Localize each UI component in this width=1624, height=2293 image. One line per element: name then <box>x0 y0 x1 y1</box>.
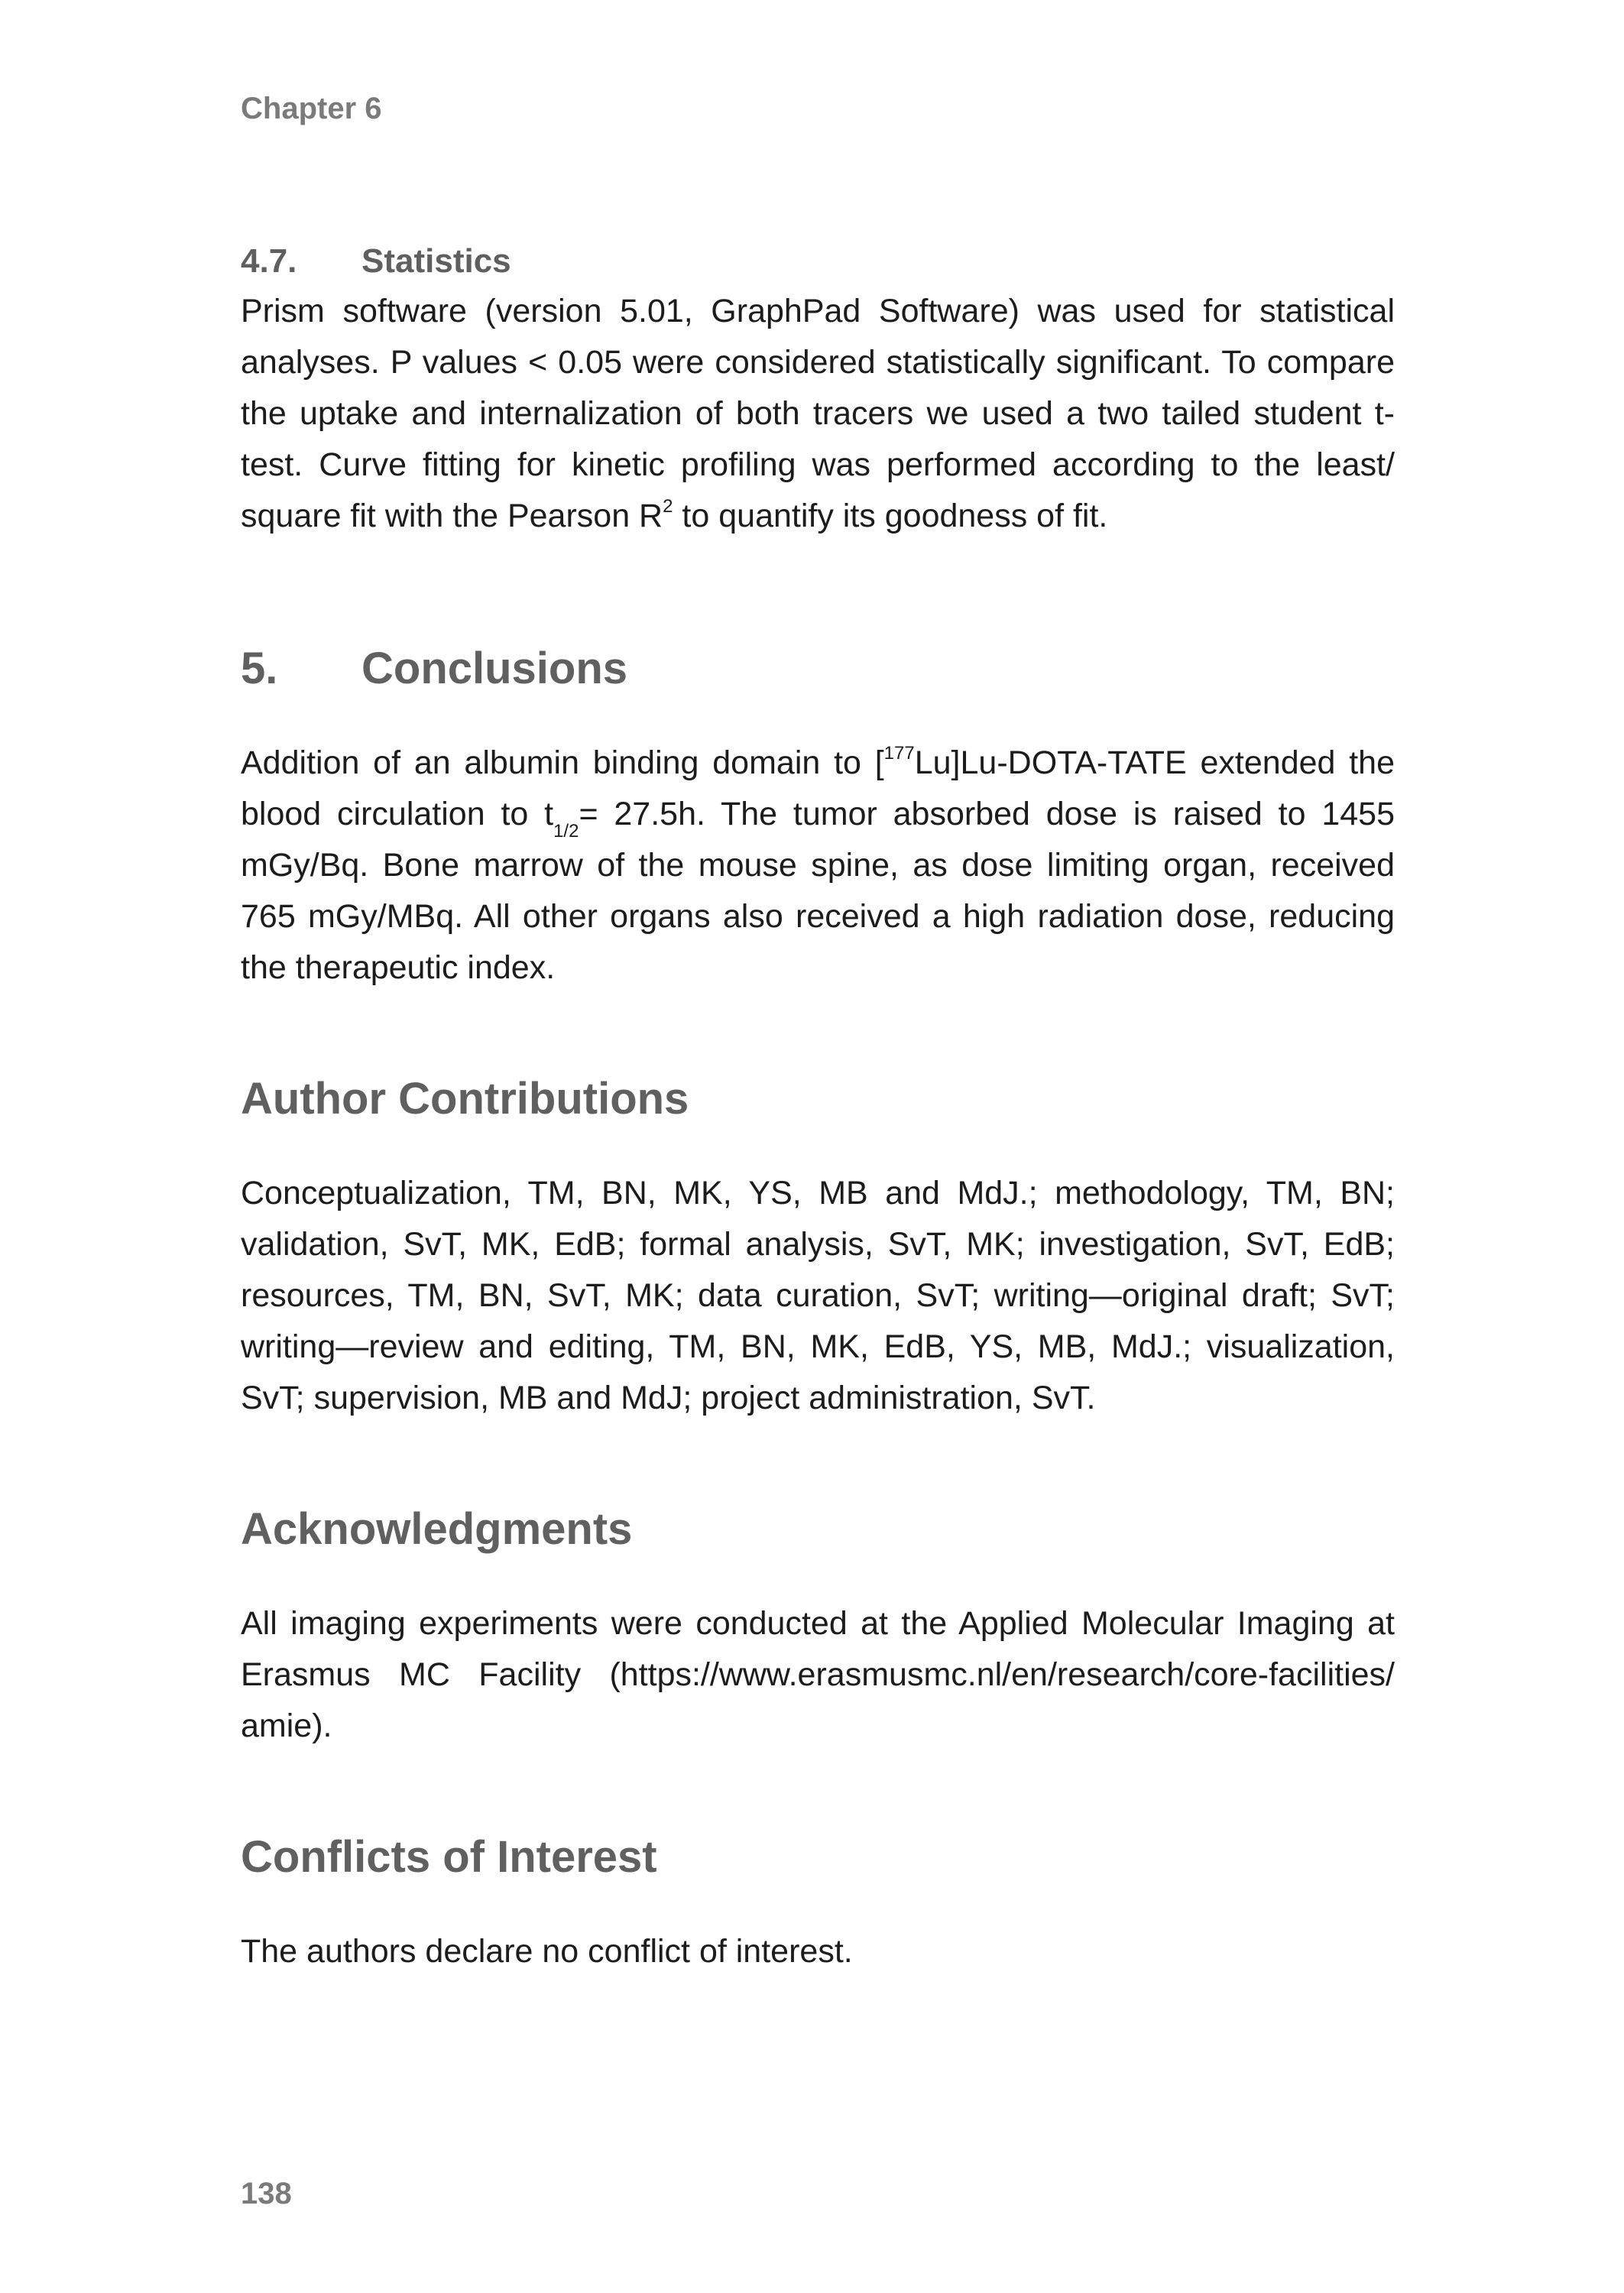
statistics-text: Prism software (version 5.01, GraphPad Software) was used for statistical analyses. P values < 0.05 were considered statistically significant. To compare the uptake and internalization of both tracers we used a two tailed student t-test. Curve fitting for kinetic profiling was performed according to the least/ square fit with the Pearson R <box>241 293 1395 534</box>
conclusions-superscript: 177 <box>883 742 915 764</box>
statistics-text-end: to quantify its goodness of fit. <box>673 498 1108 534</box>
acknowledgments-section <box>241 1499 1395 1752</box>
acknowledgments-paragraph: All imaging experiments were conducted at the Applied Molecular Imaging at Erasmus MC Facility (https://www.erasmusmc.nl/en/research/core-facilities/ amie). <box>241 1605 1395 1744</box>
conclusions-section <box>241 638 1395 994</box>
running-head: Chapter 6 <box>241 92 382 125</box>
conclusions-number: 5. <box>241 644 278 693</box>
conclusions-heading <box>241 638 1395 699</box>
conclusions-title: Conclusions <box>361 644 628 693</box>
page-number: 138 <box>241 2177 292 2210</box>
statistics-section <box>241 237 1395 542</box>
conclusions-subscript: 1/2 <box>553 820 579 842</box>
statistics-title: Statistics <box>361 242 511 280</box>
statistics-paragraph <box>241 286 1395 542</box>
statistics-superscript: 2 <box>663 495 673 517</box>
author-contributions-paragraph: Conceptualization, TM, BN, MK, YS, MB and MdJ.; methodology, TM, BN; validation, SvT, MK, EdB; formal analysis, SvT, MK; investigation, SvT, EdB; resources, TM, BN, SvT, MK; data curation, SvT; writing—original draft; SvT; writing—review and editing, TM, BN, MK, EdB, YS, MB, MdJ.; visualization, SvT; supervision, MB and MdJ; project administration, SvT. <box>241 1175 1395 1416</box>
conflicts-section <box>241 1827 1395 1977</box>
conclusions-text-3: = 27.5h. The tumor absorbed dose is raised to 1455 mGy/Bq. Bone marrow of the mouse spine, as dose limiting organ, received 765 mGy/MBq. All other organs also received a high radiation dose, reducing the therapeutic index. <box>241 796 1395 986</box>
author-contributions-section <box>241 1069 1395 1424</box>
conclusions-paragraph <box>241 738 1395 994</box>
conclusions-text-1: Addition of an albumin binding domain to [ <box>241 744 884 781</box>
conflicts-heading: Conflicts of Interest <box>241 1832 657 1882</box>
statistics-heading <box>241 237 1395 286</box>
conflicts-paragraph: The authors declare no conflict of interest. <box>241 1933 853 1970</box>
conclusions-text-2: Lu]Lu-DOTA-TATE extended the blood circulation to t <box>241 744 1395 832</box>
statistics-number: 4.7. <box>241 242 297 280</box>
acknowledgments-heading: Acknowledgments <box>241 1504 633 1554</box>
author-contributions-heading: Author Contributions <box>241 1074 689 1124</box>
main-content <box>241 237 1395 1977</box>
